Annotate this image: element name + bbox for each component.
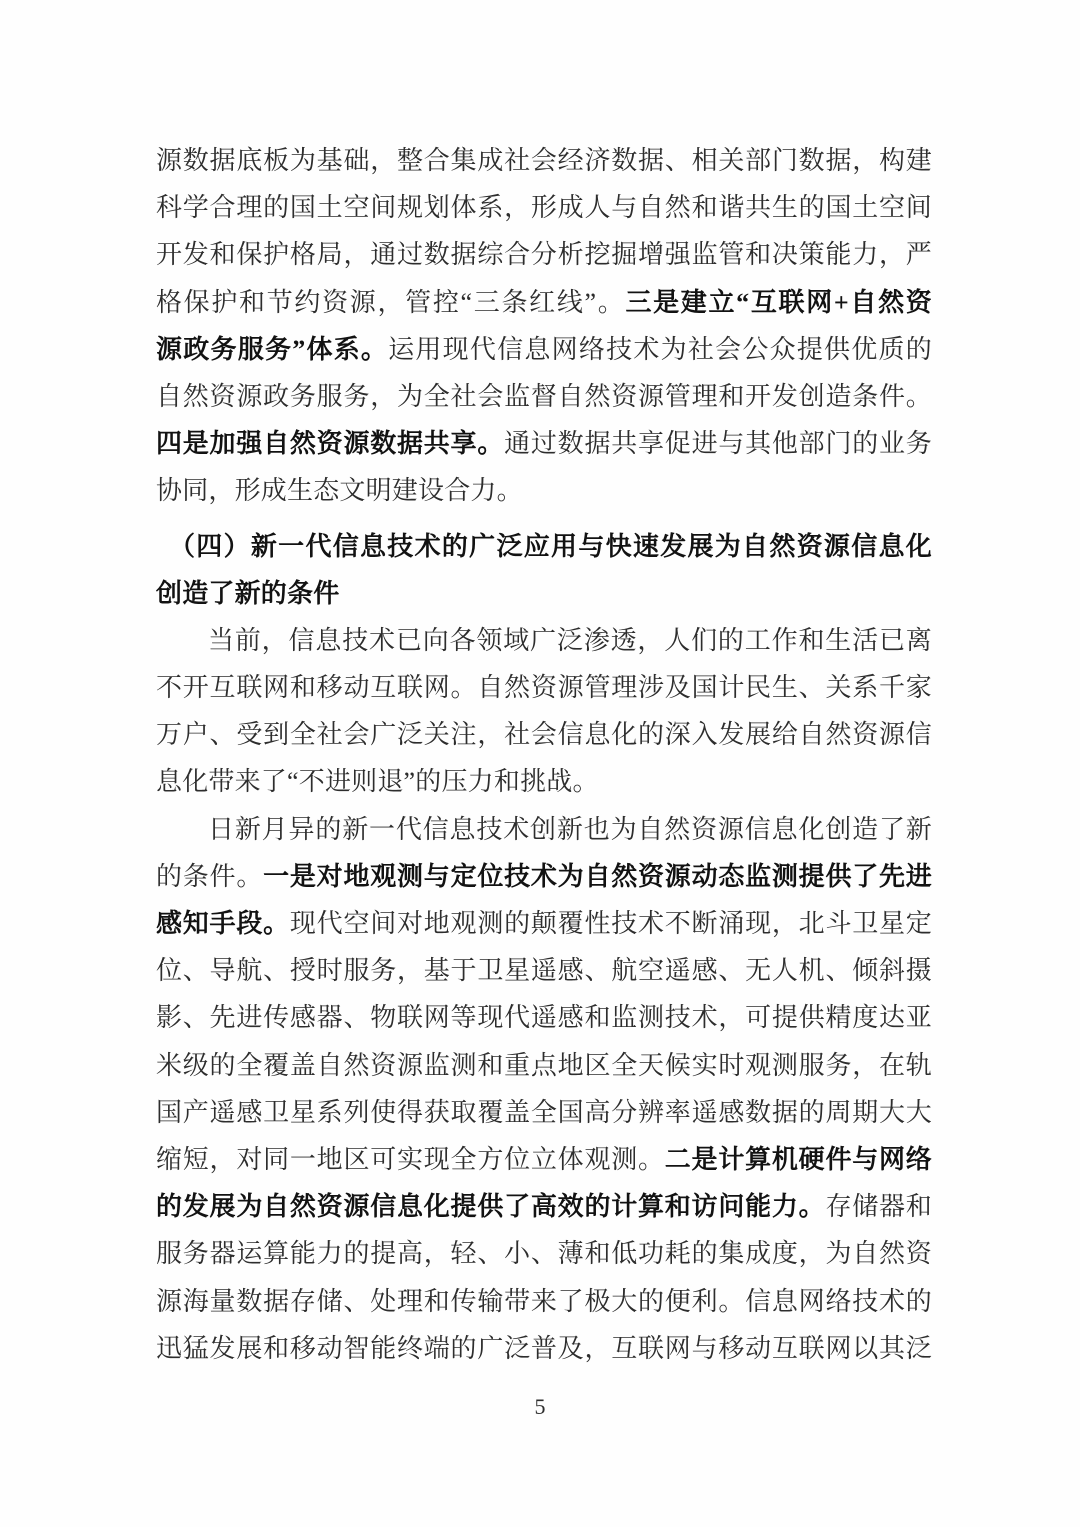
- page-number: 5: [534, 1394, 546, 1419]
- text-line: [156, 1042, 932, 1089]
- text-line: [156, 184, 932, 231]
- text-segment: 息化带来了“不进则退”的压力和挑战。: [156, 767, 599, 797]
- text-line: [156, 806, 932, 853]
- text-segment: 位、导航、授时服务，基于卫星遥感、航空遥感、无人机、倾斜摄: [156, 956, 932, 986]
- text-line: [156, 758, 932, 805]
- text-segment: 开发和保护格局，通过数据综合分析挖掘增强监管和决策能力，严: [156, 240, 932, 270]
- text-segment: 服务器运算能力的提高，轻、小、薄和低功耗的集成度，为自然资: [156, 1239, 932, 1269]
- text-segment: 国产遥感卫星系列使得获取覆盖全国高分辨率遥感数据的周期大大: [156, 1097, 932, 1127]
- text-segment: 米级的全覆盖自然资源监测和重点地区全天候实时观测服务，在轨: [156, 1050, 932, 1080]
- bold-text-segment: 源政务服务”体系。: [156, 334, 389, 364]
- text-segment: 现代空间对地观测的颠覆性技术不断涌现，北斗卫星定: [289, 909, 932, 938]
- bold-text-segment: 的发展为自然资源信息化提供了高效的计算和访问能力。: [156, 1192, 826, 1222]
- heading-line: [156, 570, 932, 617]
- text-line: [156, 1325, 932, 1372]
- text-line: [156, 467, 932, 514]
- document-body: [156, 137, 932, 1372]
- text-segment: 运用现代信息网络技术为社会公众提供优质的: [388, 334, 932, 364]
- bold-text-segment: 创造了新的条件: [156, 577, 340, 608]
- text-line: [156, 231, 932, 278]
- text-line: [156, 1183, 932, 1230]
- text-line: [156, 1230, 932, 1277]
- text-line: [156, 711, 932, 758]
- text-segment: 科学合理的国土空间规划体系，形成人与自然和谐共生的国土空间: [156, 193, 932, 223]
- text-segment: 迅猛发展和移动智能终端的广泛普及，互联网与移动互联网以其泛: [156, 1333, 932, 1363]
- text-segment: 缩短，对同一地区可实现全方位立体观测。: [156, 1144, 665, 1174]
- text-line: [156, 947, 932, 994]
- text-segment: 源数据底板为基础，整合集成社会经济数据、相关部门数据，构建: [156, 146, 932, 175]
- bold-text-segment: 四是加强自然资源数据共享。: [156, 429, 505, 459]
- text-segment: 通过数据共享促进与其他部门的业务: [504, 429, 932, 459]
- text-line: [156, 373, 932, 420]
- text-segment: 不开互联网和移动互联网。自然资源管理涉及国计民生、关系千家: [156, 673, 932, 703]
- text-segment: 的条件。: [156, 861, 264, 891]
- text-segment: 日新月异的新一代信息技术创新也为自然资源信息化创造了新: [208, 814, 932, 844]
- text-line: [156, 1136, 932, 1183]
- text-segment: 存储器和: [825, 1192, 932, 1222]
- heading-line: [156, 523, 932, 570]
- text-line: [156, 664, 932, 711]
- text-line: [156, 279, 932, 326]
- bold-text-segment: 三是建立“互联网+自然资: [625, 287, 932, 317]
- text-line: [156, 994, 932, 1041]
- text-segment: 源海量数据存储、处理和传输带来了极大的便利。信息网络技术的: [156, 1286, 932, 1316]
- text-segment: 影、先进传感器、物联网等现代遥感和监测技术，可提供精度达亚: [156, 1003, 932, 1033]
- text-line: [156, 420, 932, 467]
- text-line: [156, 326, 932, 373]
- bold-text-segment: 二是计算机硬件与网络: [664, 1144, 932, 1174]
- bold-text-segment: 一是对地观测与定位技术为自然资源动态监测提供了先进: [263, 861, 932, 891]
- text-line: [156, 1278, 932, 1325]
- text-segment: 万户、受到全社会广泛关注，社会信息化的深入发展给自然资源信: [156, 720, 932, 750]
- bold-text-segment: （四）新一代信息技术的广泛应用与快速发展为自然资源信息化: [169, 530, 932, 561]
- text-line: [156, 1089, 932, 1136]
- text-segment: 格保护和节约资源，管控“三条红线”。: [156, 287, 626, 317]
- text-line: [156, 853, 932, 900]
- text-segment: 当前，信息技术已向各领域广泛渗透，人们的工作和生活已离: [208, 625, 932, 655]
- bold-text-segment: 感知手段。: [156, 909, 290, 938]
- text-segment: 自然资源政务服务，为全社会监督自然资源管理和开发创造条件。: [156, 381, 932, 411]
- text-line: [156, 617, 932, 664]
- text-line: [156, 137, 932, 184]
- text-line: [156, 900, 932, 947]
- text-segment: 协同，形成生态文明建设合力。: [156, 476, 523, 506]
